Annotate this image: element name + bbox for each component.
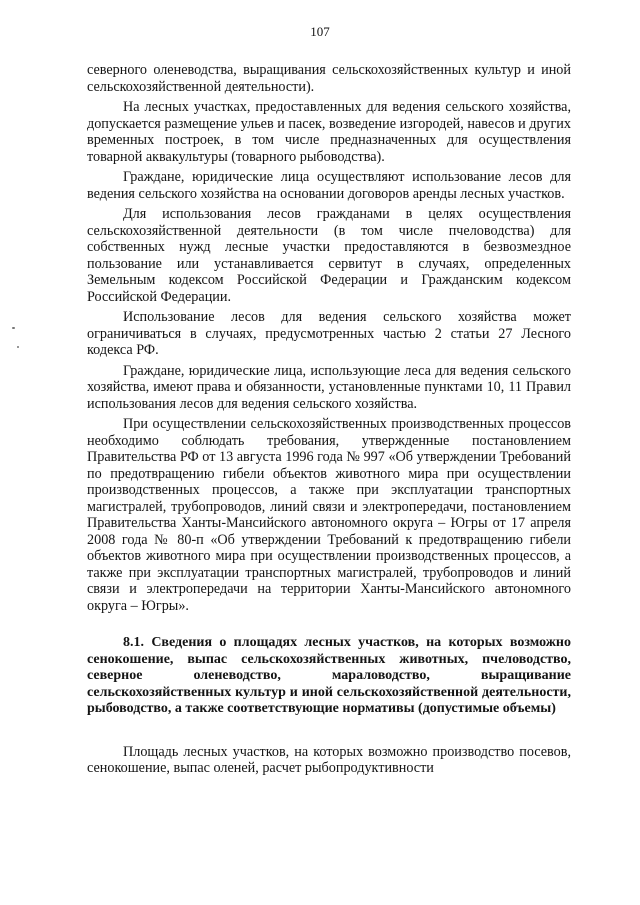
paragraph-requirements: При осуществлении сельскохозяйственных производственных процессов необходимо соблюдать требования, утвержденные постановлением Правительства РФ от 13 августа 1996 года № 997 «Об утверждении Требований по предотвращению гибели объектов животного мира при осуществлении производственных процессов, а также при эксплуатации транспортных магистралей, трубопроводов, линий связи и электропередачи, постановлением Правительства Ханты-Мансийского автономного округа – Югры от 17 апреля 2008 года № 80-п «Об утверждении Требований к предотвращению гибели объектов животного мира при осуществлении производственных процессов, а также при эксплуатации транспортных магистралей, трубопроводов и линий связи и электропередачи на территории Ханты-Мансийского автономного округа – Югры». bbox=[87, 416, 571, 614]
paragraph-area: Площадь лесных участков, на которых возможно производство посевов, сенокошение, выпас оленей, расчет рыбопродуктивности bbox=[87, 743, 571, 776]
page-number: 107 bbox=[310, 24, 330, 39]
paragraph-free-use: Для использования лесов гражданами в целях осуществления сельскохозяйственной деятельности (в том числе пчеловодства) для собственных нужд лесные участки предоставляются в безвозмездное пользование или устанавливается сервитут в случаях, определенных Земельным кодексом Российской Федерации и Гражданским кодексом Российской Федерации. bbox=[87, 206, 571, 305]
scan-speck bbox=[17, 346, 19, 348]
paragraph-rights-obligations: Граждане, юридические лица, использующие леса для ведения сельского хозяйства, имеют права и обязанности, установленные пунктами 10, 11 Правил использования лесов для ведения сельского хозяйства. bbox=[87, 362, 571, 412]
paragraph-lease-agreements: Граждане, юридические лица осуществляют использование лесов для ведения сельского хозяйства на основании договоров аренды лесных участков. bbox=[87, 169, 571, 202]
paragraph-beehives: На лесных участках, предоставленных для ведения сельского хозяйства, допускается размещение ульев и пасек, возведение изгородей, навесов и других временных построек, в том числе предназначенных для осуществления товарной аквакультуры (товарного рыбоводства). bbox=[87, 99, 571, 165]
scan-speck bbox=[12, 327, 15, 329]
paragraph-continuation: северного оленеводства, выращивания сельскохозяйственных культур и иной сельскохозяйственной деятельности). bbox=[87, 62, 571, 95]
section-heading: 8.1. Сведения о площадях лесных участков, на которых возможно сенокошение, выпас сельскохозяйственных животных, пчеловодство, северное оленеводство, мараловодство, выращивание сельскохозяйственных культур и иной сельскохозяйственной деятельности, рыбоводство, а также соответствующие нормативы (допустимые объемы) bbox=[87, 635, 571, 716]
paragraph-restrictions: Использование лесов для ведения сельского хозяйства может ограничиваться в случаях, предусмотренных частью 2 статьи 27 Лесного кодекса РФ. bbox=[87, 309, 571, 358]
page-body bbox=[87, 62, 571, 777]
